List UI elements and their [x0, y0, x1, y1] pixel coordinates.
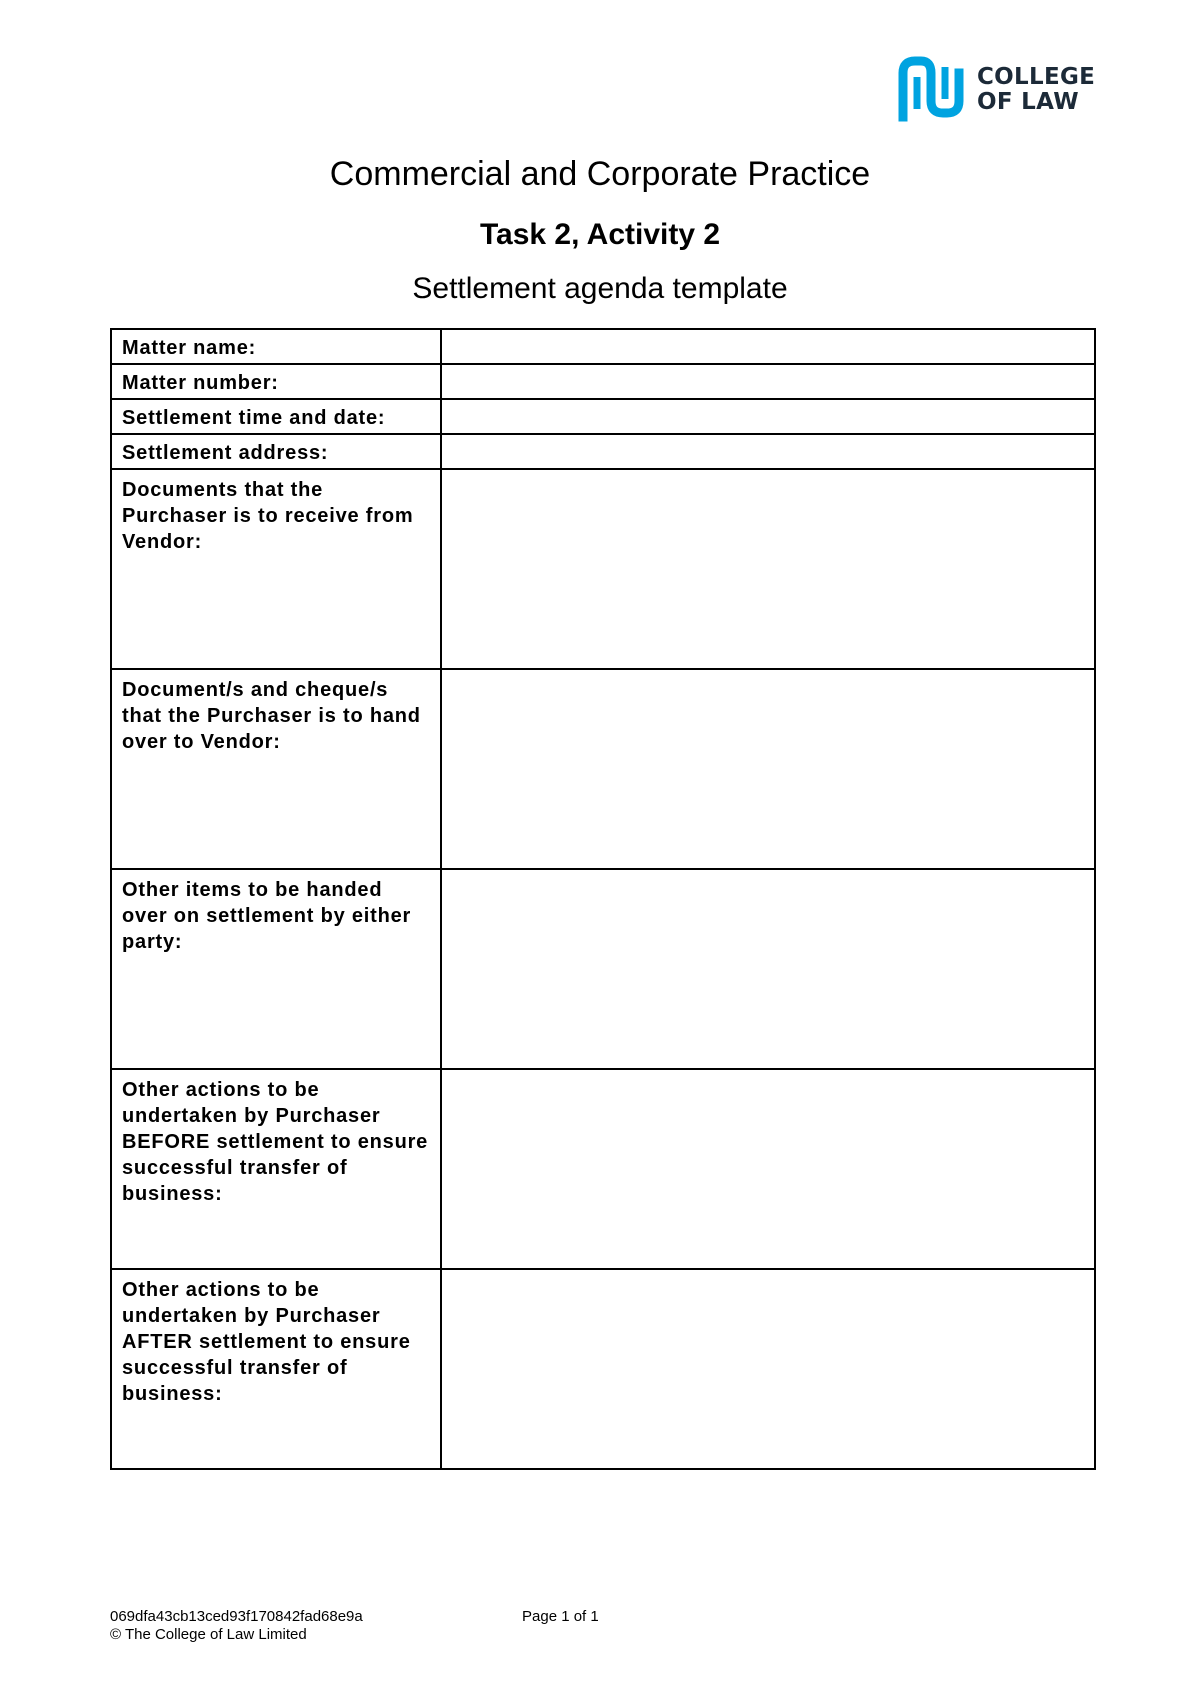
row-label-documents-to-receive: Documents that the Purchaser is to receive from Vendor:: [111, 469, 441, 669]
table-row: [111, 329, 1095, 364]
logo-wordmark: [977, 65, 1095, 115]
row-label-other-items: Other items to be handed over on settlement by either party:: [111, 869, 441, 1069]
table-row: [111, 869, 1095, 1069]
college-logo-mark-icon: [895, 55, 967, 127]
logo-line-1: COLLEGE: [977, 64, 1096, 90]
row-label-documents-to-hand-over: Document/s and cheque/s that the Purchaser is to hand over to Vendor:: [111, 669, 441, 869]
logo-line-2: OF LAW: [977, 89, 1079, 115]
row-value-matter-number[interactable]: [441, 364, 1095, 399]
document-title: Commercial and Corporate Practice: [329, 155, 871, 193]
row-value-matter-name[interactable]: [441, 329, 1095, 364]
row-label-settlement-address: Settlement address:: [111, 434, 441, 469]
row-value-documents-to-receive[interactable]: [441, 469, 1095, 669]
table-row: [111, 434, 1095, 469]
row-value-other-items[interactable]: [441, 869, 1095, 1069]
row-value-documents-to-hand-over[interactable]: [441, 669, 1095, 869]
table-row: [111, 669, 1095, 869]
row-label-actions-before-settlement: Other actions to be undertaken by Purchaser BEFORE settlement to ensure successful transfer of business:: [111, 1069, 441, 1269]
table-row: [111, 399, 1095, 434]
row-value-settlement-address[interactable]: [441, 434, 1095, 469]
row-label-matter-name: Matter name:: [111, 329, 441, 364]
row-label-settlement-time-date: Settlement time and date:: [111, 399, 441, 434]
row-value-settlement-time-date[interactable]: [441, 399, 1095, 434]
row-label-matter-number: Matter number:: [111, 364, 441, 399]
table-row: [111, 364, 1095, 399]
document-heading: Settlement agenda template: [412, 272, 788, 305]
footer-page-number: Page 1 of 1: [522, 1608, 599, 1625]
table-row: [111, 469, 1095, 669]
document-subtitle: Task 2, Activity 2: [479, 218, 721, 251]
row-label-actions-after-settlement: Other actions to be undertaken by Purchaser AFTER settlement to ensure successful transfer of business:: [111, 1269, 441, 1469]
footer-copyright: © The College of Law Limited: [110, 1626, 307, 1643]
row-value-actions-after-settlement[interactable]: [441, 1269, 1095, 1469]
settlement-agenda-table: [110, 328, 1096, 1470]
row-value-actions-before-settlement[interactable]: [441, 1069, 1095, 1269]
table-row: [111, 1069, 1095, 1269]
footer-left: [110, 1608, 363, 1644]
college-of-law-logo: [895, 55, 1105, 127]
table-row: [111, 1269, 1095, 1469]
footer-document-id: 069dfa43cb13ced93f170842fad68e9a: [110, 1608, 363, 1625]
